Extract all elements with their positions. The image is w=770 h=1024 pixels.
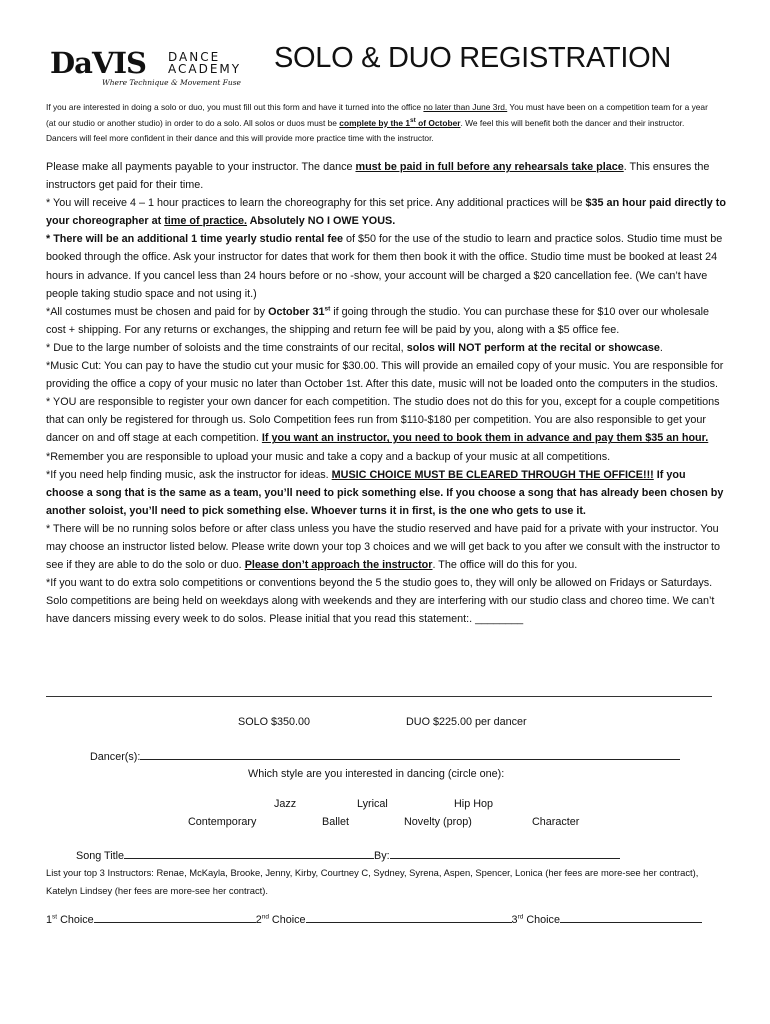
page-title: SOLO & DUO REGISTRATION <box>274 42 672 74</box>
logo-tagline: Where Technique & Movement Fuse <box>102 78 241 87</box>
style-option-novelty[interactable]: Novelty (prop) <box>404 816 472 828</box>
solo-price: SOLO $350.00 <box>238 716 311 728</box>
style-option-lyrical[interactable]: Lyrical <box>357 798 388 810</box>
rule-practices: * You will receive 4 – 1 hour practices to learn the choreography for this set price. Any additional practices will be $35 an hour paid directly to your choreographer at time of practice. Absolutely NO I OWE YOUS. <box>46 197 726 228</box>
style-question: Which style are you interested in dancing (circle one): <box>248 768 505 780</box>
logo-davis-wordmark: DaVIS <box>50 46 146 80</box>
style-option-hip-hop[interactable]: Hip Hop <box>454 798 494 810</box>
logo-academy-text: ACADEMY <box>168 62 242 76</box>
rule-studio-rental: * There will be an additional 1 time yearly studio rental fee of $50 for the use of the studio to learn and practice solos. Studio time must be booked through the office. Ask your instructor for dates that work for them then book it with the office. Studio time must be booked at least 24 hours in advance. If you cancel less than 24 hours before or no -show, your account will be charged a $20 cancellation fee. (We can’t have people taking studio space and not using it.) <box>46 233 723 300</box>
rule-music-cut: *Music Cut: You can pay to have the studio cut your music for $30.00. This will provide an emailed copy of your music. You are responsible for providing the office a copy of your music no later than October 1st. After this date, music will not be loaded onto the computers in the studios. <box>46 360 724 391</box>
style-option-ballet[interactable]: Ballet <box>322 816 350 828</box>
choice-2-label: 2nd Choice <box>255 913 306 926</box>
choice-1-input-line[interactable] <box>94 911 256 923</box>
logo-dance-text: DANCE <box>168 50 221 64</box>
choice-2-input-line[interactable] <box>306 911 512 923</box>
song-title-label: Song Title <box>76 850 125 862</box>
song-by-input-line[interactable] <box>390 847 620 859</box>
choices-row <box>46 911 702 926</box>
duo-price: DUO $225.00 per dancer <box>406 716 527 728</box>
dancers-label: Dancer(s): <box>90 751 141 763</box>
choice-3-input-line[interactable] <box>560 911 702 923</box>
dancers-field-row <box>90 748 680 763</box>
intro-paragraph <box>46 100 714 147</box>
intro-text: You must have been on a competition team for a year (at our studio or another studio) in order to do a solo. All solos or duos must be <box>46 102 708 128</box>
choice-3-label: 3rd Choice <box>511 913 560 926</box>
choice-1-label: 1st Choice <box>46 913 94 926</box>
song-title-input-line[interactable] <box>124 847 374 859</box>
rule-extra-competitions: *If you want to do extra solo competitions or conventions beyond the 5 the studio goes to, they will only be allowed on Fridays or Saturdays. Solo competitions are being held on weekdays along with weekends and they are interfering with our studio class and choreo time. We can’t have dancers missing every week to do solos. Please initial that you read this statement:. ________ <box>46 577 715 626</box>
dancers-input-line[interactable] <box>140 748 680 760</box>
rules-section <box>46 158 726 628</box>
rule-running-solos: * There will be no running solos before or after class unless you have the studio reserved and have paid for a private with your instructor. You may choose an instructor listed below. Please write down your top 3 choices and we will get back to you after we consult with the instructor to see if they are able to do the solo or duo. Please don’t approach the instructor. The office will do this for you. <box>46 522 720 572</box>
rule-competition-registration: * YOU are responsible to register your own dancer for each competition. The studio does not do this for you, except for a couple competitions that can only be registered for through us. Solo Competition fees run from $110-$180 per competition. You are also responsible to get your dancer on and off stage at each competition. If you want an instructor, you need to book them in advance and pay them $35 an hour. <box>46 396 720 445</box>
intro-text: . We feel this will benefit both the dancer and their instructor. Dancers will feel more confident in their dance and this will provide more practice time with the instructor. <box>46 117 685 143</box>
style-option-contemporary[interactable]: Contemporary <box>188 816 257 828</box>
rule-payment: Please make all payments payable to your instructor. The dance must be paid in full before any rehearsals take place. This ensures the instructors get paid for their time. <box>46 161 710 192</box>
rule-recital: * Due to the large number of soloists and the time constraints of our recital, solos will NOT perform at the recital or showcase. <box>46 341 663 354</box>
by-label: By: <box>374 850 390 862</box>
style-option-jazz[interactable]: Jazz <box>274 798 297 810</box>
song-title-row <box>76 847 620 862</box>
instructors-list: List your top 3 Instructors: Renae, McKayla, Brooke, Jenny, Kirby, Courtney C, Sydney, Syrena, Aspen, Spencer, Lonica (her fees are more-see her contract), Katelyn Lindsey (her fees are more-see her contract). <box>46 867 699 896</box>
deadline-text: no later than June 3rd. <box>423 102 508 112</box>
divider-line <box>46 696 712 697</box>
rule-music-choice: *If you need help finding music, ask the instructor for ideas. MUSIC CHOICE MUST BE CLEARED THROUGH THE OFFICE!!! If you choose a song that is the same as a team, you’ll need to pick something else. If you choose a song that has already been chosen by another soloist, you’ll need to pick something else. Whoever turns it in first, is the one who gets to use it. <box>46 468 724 517</box>
style-option-character[interactable]: Character <box>532 816 580 828</box>
davis-dance-academy-logo <box>50 48 250 88</box>
rule-music-upload: *Remember you are responsible to upload your music and take a copy and a backup of your music at all competitions. <box>46 450 611 463</box>
intro-text: If you are interested in doing a solo or duo, you must fill out this form and have it turned into the office <box>46 102 424 112</box>
complete-by-text: complete by the 1st of October <box>339 116 461 128</box>
rule-costumes: *All costumes must be chosen and paid for by October 31st if going through the studio. You can purchase these for $10 over our wholesale cost + shipping. For any returns or exchanges, the shipping and return fee will be paid by you, along with a $5 office fee. <box>46 305 710 336</box>
